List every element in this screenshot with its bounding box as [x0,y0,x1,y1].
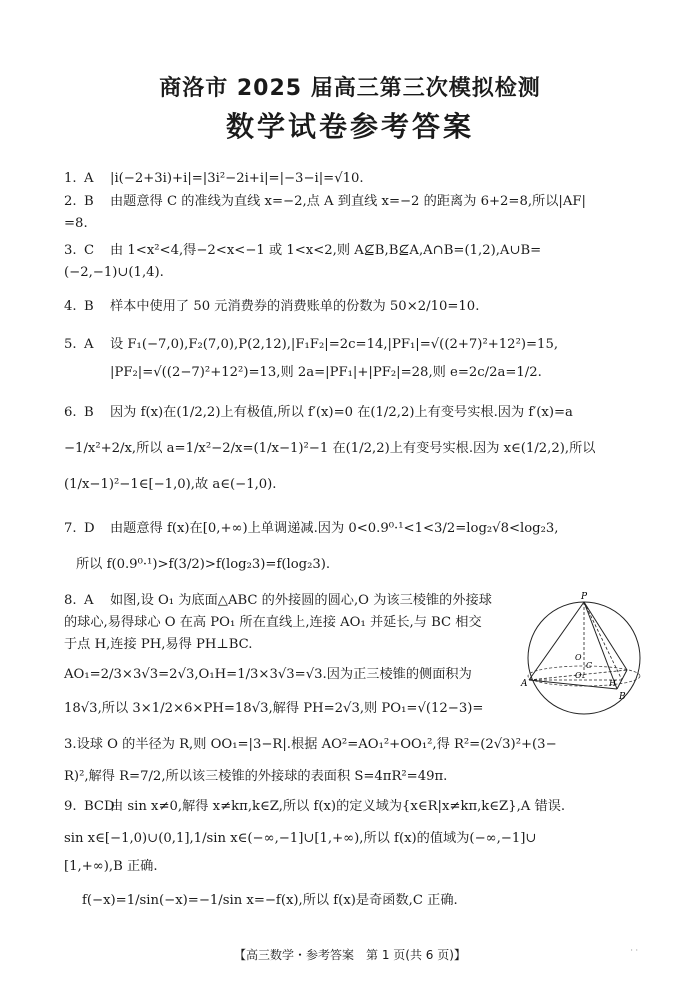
label-C: C [586,661,593,670]
answer-choice: D [84,521,95,536]
answer-line: (−2,−1)∪(1,4). [64,265,164,280]
answer-line: 3.设球 O 的半径为 R,则 OO₁=|3−R|.根据 AO²=AO₁²+OO₁²,得 R²=(2√3)²+(3− [64,737,557,752]
answers-body [64,168,644,919]
answer-line: [1,+∞),B 正确. [64,859,158,874]
answer-item [64,296,644,318]
answer-line: |i(−2+3i)+i|=|3i²−2i+i|=|−3−i|=√10. [110,171,364,186]
answer-choice: A [84,171,94,186]
answer-line: R)²,解得 R=7/2,所以该三棱锥的外接球的表面积 S=4πR²=49π. [64,769,448,784]
question-number: 2. [64,194,77,209]
answer-choice: C [84,243,95,258]
question-number: 1. [64,171,77,186]
answer-choice: A [84,593,94,608]
label-A: A [521,679,528,689]
corner-mark: · · [630,946,638,955]
question-number: 3. [64,243,77,258]
answer-line: 18√3,所以 3×1/2×6×PH=18√3,解得 PH=2√3,则 PO₁=√(12−3)= [64,701,484,716]
page-footer: 【高三数学・参考答案 第 1 页(共 6 页)】 [234,948,466,962]
answer-item [64,240,644,284]
answer-line: |PF₂|=√((2−7)²+12²)=13,则 2a=|PF₁|+|PF₂|=28,则 e=2c/2a=1/2. [110,365,542,380]
answer-item [64,402,644,496]
answer-item [64,518,644,576]
answer-item [64,168,644,190]
answer-line: AO₁=2/3×3√3=2√3,O₁H=1/3×3√3=√3.因为正三棱锥的侧面积为 [64,667,472,682]
answer-line: 的球心,易得球心 O 在高 PO₁ 所在直线上,连接 AO₁ 并延长,与 BC 相交 [64,615,482,630]
pyramid-sphere-diagram [519,590,649,720]
question-number: 4. [64,299,77,314]
answer-line: 因为 f(x)在(1/2,2)上有极值,所以 f′(x)=0 在(1/2,2)上有变号实根.因为 f′(x)=a [110,405,573,420]
question-number: 6. [64,405,77,420]
answer-line: sin x∈[−1,0)∪(0,1],1/sin x∈(−∞,−1]∪[1,+∞),所以 f(x)的值域为(−∞,−1]∪ [64,831,537,846]
question-number: 9. [64,799,77,814]
answer-line: 于点 H,连接 PH,易得 PH⊥BC. [64,637,253,652]
answer-line: 所以 f(0.9⁰·¹)>f(3/2)>f(log₂3)=f(log₂3). [76,557,331,572]
answer-line: −1/x²+2/x,所以 a=1/x²−2/x=(1/x−1)²−1 在(1/2,2)上有变号实根.因为 x∈(1/2,2),所以 [64,441,596,456]
answer-choice: BCD [84,799,115,814]
answer-line: 由 sin x≠0,解得 x≠kπ,k∈Z,所以 f(x)的定义域为{x∈R|x≠kπ,k∈Z},A 错误. [110,799,566,814]
answer-line: 如图,设 O₁ 为底面△ABC 的外接圆的圆心,O 为该三棱锥的外接球 [110,593,492,608]
label-O: O [575,653,582,662]
answer-line: 样本中使用了 50 元消费券的消费账单的份数为 50×2/10=10. [110,299,480,314]
answer-line: 由 1<x²<4,得−2<x<−1 或 1<x<2,则 A⊈B,B⊈A,A∩B=(1,2),A∪B= [110,243,542,258]
edge-PA [529,602,584,680]
question-number: 8. [64,593,77,608]
question-number: 5. [64,337,77,352]
answer-choice: B [84,299,94,314]
page-title: 商洛市 2025 届高三第三次模拟检测 [159,76,541,101]
answer-line: =8. [64,216,88,231]
answer-choice: B [84,194,94,209]
answer-line: 设 F₁(−7,0),F₂(7,0),P(2,12),|F₁F₂|=2c=14,|PF₁|=√((2+7)²+12²)=15, [110,337,559,352]
answer-line: f(−x)=1/sin(−x)=−1/sin x=−f(x),所以 f(x)是奇函数,C 正确. [82,893,458,908]
label-O1: O₁ [575,671,585,680]
answer-line: 由题意得 f(x)在[0,+∞)上单调递减.因为 0<0.9⁰·¹<1<3/2=log₂√8<log₂3, [110,521,559,536]
title-block [0,74,700,146]
label-H: H [609,679,616,688]
edge-AB [529,680,617,689]
answer-item [64,796,644,912]
answer-item [64,590,644,788]
answer-item [64,191,644,235]
answer-choice: B [84,405,94,420]
label-B: B [619,692,626,702]
answer-choice: A [84,337,94,352]
label-P: P [581,592,588,602]
answer-line: (1/x−1)²−1∈[−1,0),故 a∈(−1,0). [64,477,277,492]
page-subtitle: 数学试卷参考答案 [225,110,474,143]
answer-line: 由题意得 C 的准线为直线 x=−2,点 A 到直线 x=−2 的距离为 6+2=8,所以|AF| [110,194,586,209]
answer-item [64,334,644,384]
question-number: 7. [64,521,77,536]
